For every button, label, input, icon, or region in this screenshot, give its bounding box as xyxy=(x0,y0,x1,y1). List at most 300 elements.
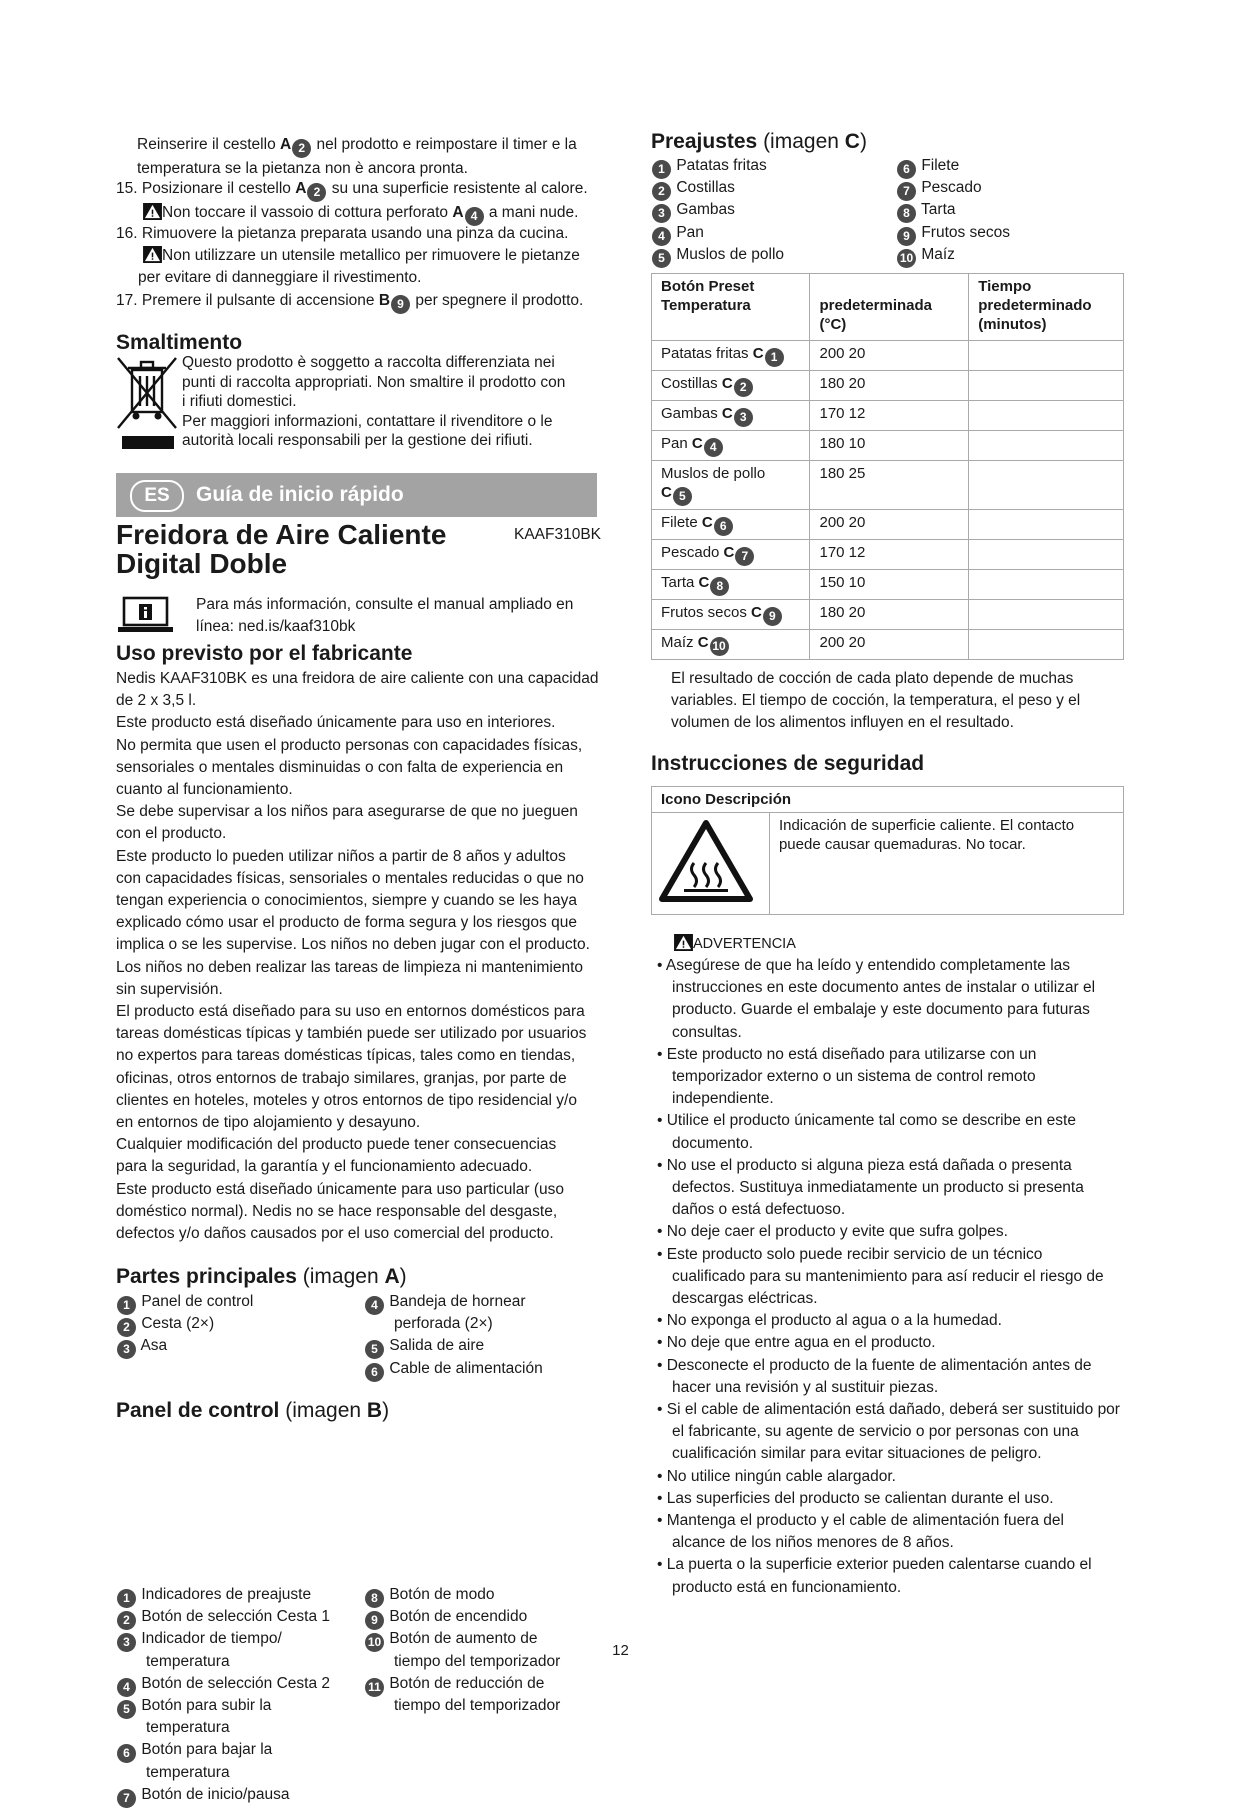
number-badge: 6 xyxy=(365,1363,384,1382)
preset-empty-cell xyxy=(969,461,1124,510)
bullet-text: No use el producto si alguna pieza está dañada o presenta xyxy=(666,1156,1072,1174)
bullet-dot: • xyxy=(657,1156,667,1174)
preset-empty-cell xyxy=(969,401,1124,431)
preset-letter: C xyxy=(723,544,735,561)
bullet-item xyxy=(651,1155,1131,1177)
preset-values: 180 20 xyxy=(810,371,969,401)
list-item-label: tiempo del temporizador xyxy=(394,1652,561,1670)
preset-letter: C xyxy=(752,345,764,362)
list-item xyxy=(116,1291,253,1315)
number-badge: 3 xyxy=(117,1340,136,1359)
preset-name-cell xyxy=(652,630,810,660)
preset-values: 180 20 xyxy=(810,600,969,630)
bullet-text: defectos. Sustituya inmediatamente un producto si presenta xyxy=(672,1179,1084,1197)
preset-name-cell xyxy=(652,600,810,630)
step-16: 16. Rimuovere la pietanza preparata usando una pinza da cucina. Non utilizzare un utensile metallico per rimuovere le pietanze per evitare di danneggiare il rivestimento. xyxy=(116,225,580,287)
uso-line: Nedis KAAF310BK es una freidora de aire caliente con una capacidad xyxy=(116,670,599,687)
bullet-text: Las superficies del producto se calientan durante el uso. xyxy=(666,1489,1054,1507)
list-item-label: Botón de selección Cesta 1 xyxy=(141,1608,331,1626)
preset-row xyxy=(652,341,1124,371)
list-item xyxy=(116,1695,271,1719)
bullet-item xyxy=(651,1332,1131,1354)
bullet-dot: • xyxy=(657,1312,667,1330)
list-item xyxy=(364,1313,493,1335)
bullet-text: No deje que entre agua en el producto. xyxy=(666,1334,936,1352)
uso-line: doméstico normal). Nedis no se hace responsable del desgaste, xyxy=(116,1202,558,1220)
list-item-label: Panel de control xyxy=(141,1293,254,1310)
list-item-label: Bandeja de hornear xyxy=(389,1293,526,1310)
preset-values: 150 10 xyxy=(810,570,969,600)
header-preset: Botón Preset xyxy=(661,278,755,295)
list-item xyxy=(116,1739,272,1763)
preset-name-cell xyxy=(652,341,810,371)
product-title: Freidora de Aire Caliente Digital Doble xyxy=(116,519,447,579)
preset-empty-cell xyxy=(969,371,1124,401)
number-badge: 10 xyxy=(897,249,916,268)
bullet-continuation xyxy=(651,1199,1131,1221)
list-item xyxy=(364,1291,525,1315)
bullet-dot: • xyxy=(657,1467,667,1485)
preset-table-header xyxy=(652,274,1124,341)
preset-name: Maíz xyxy=(661,634,694,651)
bullet-dot: • xyxy=(657,1512,667,1530)
laptop-info-icon xyxy=(118,596,173,634)
bullet-text: cualificado para su mantenimiento para así reducir el riesgo de xyxy=(672,1267,1104,1285)
list-item-label: Tarta xyxy=(921,201,956,219)
list-item-label: Botón de modo xyxy=(389,1586,495,1603)
preset-name: Muslos de pollo xyxy=(661,465,766,482)
language-code-badge: ES xyxy=(130,480,184,512)
partes-heading: Partes principales (imagen A) xyxy=(116,1265,407,1288)
number-badge: 10 xyxy=(710,637,729,656)
preset-values: 200 20 xyxy=(810,630,969,660)
bullet-text: Si el cable de alimentación está dañado, deberá ser sustituido por xyxy=(666,1401,1120,1419)
model-number: KAAF310BK xyxy=(514,526,602,543)
list-item-label: Botón de inicio/pausa xyxy=(141,1785,290,1803)
list-item xyxy=(364,1673,544,1697)
list-item xyxy=(116,1673,330,1697)
bullet-dot: • xyxy=(657,1245,667,1263)
uso-heading: Uso previsto por el fabricante xyxy=(116,642,413,665)
number-badge: 9 xyxy=(365,1611,384,1630)
list-item-label: Botón de aumento de xyxy=(389,1630,538,1648)
number-badge: 8 xyxy=(365,1589,384,1608)
header-temp-b: predeterminada xyxy=(819,297,933,314)
page-number: 12 xyxy=(612,1642,629,1659)
uso-line: No permita que usen el producto personas con capacidades físicas, xyxy=(116,736,583,754)
bullet-text: hacer una revisión y al sustituir piezas. xyxy=(672,1378,939,1396)
list-item xyxy=(116,1606,330,1630)
left-column xyxy=(116,0,602,1805)
header-time-b: predeterminado xyxy=(978,297,1092,314)
preset-letter: C xyxy=(661,484,672,501)
bullet-text: Mantenga el producto y el cable de alimentación fuera del xyxy=(666,1512,1064,1530)
language-banner xyxy=(116,473,597,517)
bullet-item xyxy=(651,1110,1131,1132)
panel-list xyxy=(116,1584,606,1814)
preset-row xyxy=(652,600,1124,630)
number-badge: 2 xyxy=(117,1318,136,1337)
bullet-item xyxy=(651,1488,1131,1510)
list-item-label: perforada (2×) xyxy=(394,1315,493,1333)
bullet-continuation xyxy=(651,1288,1131,1310)
list-item-label: tiempo del temporizador xyxy=(394,1697,561,1714)
preset-row xyxy=(652,371,1124,401)
list-item-label: temperatura xyxy=(146,1763,230,1781)
warning-icon xyxy=(143,246,162,263)
list-item-label: Muslos de pollo xyxy=(676,245,785,263)
list-item xyxy=(364,1584,494,1608)
bullet-text: daños o está defectuoso. xyxy=(672,1201,846,1219)
list-item xyxy=(116,1335,167,1359)
list-item-label: Botón de encendido xyxy=(389,1608,528,1626)
bullet-continuation xyxy=(651,1377,1131,1399)
number-badge: 4 xyxy=(652,227,671,246)
panel-heading: Panel de control (imagen B) xyxy=(116,1399,390,1422)
bullet-continuation xyxy=(651,1443,1131,1465)
preset-name: Costillas xyxy=(661,375,718,392)
uso-line: Este producto lo pueden utilizar niños a partir de 8 años y adultos xyxy=(116,847,566,865)
list-item-label: Botón de selección Cesta 2 xyxy=(141,1674,331,1692)
preset-row xyxy=(652,540,1124,570)
number-badge: 5 xyxy=(673,487,692,506)
bullet-text: temporizador externo o un sistema de control remoto xyxy=(672,1068,1036,1086)
preset-name: Gambas xyxy=(661,405,718,422)
right-column xyxy=(651,0,1131,1596)
bullet-continuation xyxy=(651,1577,1131,1599)
uso-line: con el producto. xyxy=(116,825,227,843)
partes-list xyxy=(116,1291,606,1451)
number-badge: 8 xyxy=(897,204,916,223)
preset-row xyxy=(652,431,1124,461)
list-item xyxy=(364,1335,484,1359)
number-badge: 5 xyxy=(652,249,671,268)
list-item-label: Indicador de tiempo/ xyxy=(141,1630,282,1648)
icon-cell xyxy=(652,813,770,915)
header-time-c: (minutos) xyxy=(978,316,1047,333)
list-item-label: Botón para subir la xyxy=(141,1697,272,1714)
uso-line: oficinas, otros entornos de trabajo similares, granjas, por parte de xyxy=(116,1069,567,1087)
bullet-item xyxy=(651,1355,1131,1377)
preset-values: 180 25 xyxy=(810,461,969,510)
bullet-item xyxy=(651,1310,1131,1332)
number-badge: 6 xyxy=(117,1744,136,1763)
list-item xyxy=(896,155,959,179)
bullet-item xyxy=(651,1554,1131,1576)
bullet-dot: • xyxy=(657,1112,667,1130)
list-item-label: Pescado xyxy=(921,179,982,197)
number-badge: 6 xyxy=(897,160,916,179)
bullet-continuation xyxy=(651,1421,1131,1443)
preset-name: Pan xyxy=(661,435,688,452)
number-badge: 9 xyxy=(763,607,782,626)
list-item-label: Salida de aire xyxy=(389,1337,485,1355)
uso-line: Este producto está diseñado únicamente para uso particular (uso xyxy=(116,1180,565,1198)
bullet-text: producto. Guarde el embalaje y este documento para futuras xyxy=(672,1001,1090,1019)
list-item xyxy=(116,1762,230,1784)
uso-line: para la seguridad, la garantía y el funcionamiento adecuado. xyxy=(116,1158,533,1176)
list-item-label: Indicadores de preajuste xyxy=(141,1586,312,1603)
list-item-label: Costillas xyxy=(676,179,735,197)
uso-line: tareas domésticas típicas y también puede ser utilizado por usuarios xyxy=(116,1025,587,1043)
bullet-text: el fabricante, su agente de servicio o por personas con una xyxy=(672,1423,1079,1441)
number-badge: 2 xyxy=(734,378,753,397)
step-15: 15. Posizionare il cestello A 2 su una superficie resistente al calore. Non toccare il vassoio di cottura perforato A 4 a mani nude. xyxy=(116,178,606,226)
more-info-text: Para más información, consulte el manual ampliado en línea: ned.is/kaaf310bk xyxy=(196,596,574,636)
list-item xyxy=(364,1695,560,1717)
preset-empty-cell xyxy=(969,600,1124,630)
preset-letter: C xyxy=(751,604,762,621)
bullet-text: documento. xyxy=(672,1134,753,1152)
bullet-item xyxy=(651,1510,1131,1532)
preset-letter: C xyxy=(701,514,713,531)
banner-title: Guía de inicio rápido xyxy=(196,483,404,506)
bullet-text: No deje caer el producto y evite que sufra golpes. xyxy=(666,1223,1008,1241)
list-item xyxy=(651,244,784,268)
bullet-continuation xyxy=(651,1088,1131,1110)
number-badge: 7 xyxy=(735,547,754,566)
preset-empty-cell xyxy=(969,341,1124,371)
bullet-continuation xyxy=(651,1022,1131,1044)
bullet-continuation xyxy=(651,999,1131,1021)
number-badge: 10 xyxy=(365,1633,384,1652)
preset-row xyxy=(652,630,1124,660)
uso-line: de 2 x 3,5 l. xyxy=(116,692,197,710)
preset-values: 180 10 xyxy=(810,431,969,461)
bullet-item xyxy=(651,1044,1131,1066)
number-badge: 1 xyxy=(652,160,671,179)
preset-name: Tarta xyxy=(661,574,695,591)
preset-letter: C xyxy=(697,634,709,651)
preset-name: Filete xyxy=(661,514,698,531)
list-item-label: Frutos secos xyxy=(921,223,1011,241)
list-item-label: Cable de alimentación xyxy=(389,1359,543,1377)
warning-icon xyxy=(674,934,693,951)
smaltimento-text: Questo prodotto è soggetto a raccolta differenziata nei punti di raccolta appropriati. Non smaltire il prodotto con i rifiuti domestici. Per maggiori informazioni, contattare il rivenditore o le autorità locali responsabili per la gestione dei rifiuti. xyxy=(182,354,566,449)
bullet-dot: • xyxy=(657,1045,667,1063)
bullet-continuation xyxy=(651,1532,1131,1554)
number-badge: 1 xyxy=(765,348,784,367)
list-item xyxy=(116,1584,311,1608)
list-item-label: Botón para bajar la xyxy=(141,1741,273,1759)
preset-letter: C xyxy=(691,435,703,452)
list-item xyxy=(116,1717,230,1739)
wheelie-bin-crossed-icon xyxy=(116,356,178,451)
uso-line: implica o se les supervise. Los niños no deben jugar con el producto. xyxy=(116,936,590,954)
preset-name-cell xyxy=(652,401,810,431)
list-item xyxy=(896,244,955,268)
number-badge: 3 xyxy=(652,204,671,223)
icon-description: Indicación de superficie caliente. El contacto puede causar quemaduras. No tocar. xyxy=(769,813,1123,915)
preset-empty-cell xyxy=(969,510,1124,540)
header-temp-a: Temperatura xyxy=(661,297,751,314)
bullet-text: No utilice ningún cable alargador. xyxy=(666,1467,896,1485)
preset-name: Patatas fritas xyxy=(661,345,749,362)
number-badge: 4 xyxy=(365,1296,384,1315)
bullet-text: Asegúrese de que ha leído y entendido completamente las xyxy=(665,957,1071,974)
number-badge: 5 xyxy=(365,1340,384,1359)
list-item xyxy=(896,199,956,223)
icon-table-header: Icono Descripción xyxy=(652,787,1124,813)
preset-values: 170 12 xyxy=(810,540,969,570)
list-item xyxy=(116,1784,290,1808)
list-item-label: Asa xyxy=(140,1337,168,1355)
bullet-text: Este producto solo puede recibir servicio de un técnico xyxy=(666,1245,1043,1263)
uso-line: cuanto al funcionamiento. xyxy=(116,781,293,799)
uso-line: con capacidades físicas, sensoriales o mentales reducidas o que no xyxy=(116,869,584,887)
list-item-label: Maíz xyxy=(921,245,955,263)
list-item-label: temperatura xyxy=(146,1719,230,1737)
list-item xyxy=(364,1358,543,1382)
preset-name-cell xyxy=(652,461,810,510)
preset-name-cell xyxy=(652,570,810,600)
bullet-dot: • xyxy=(657,1401,667,1419)
number-badge: 11 xyxy=(365,1678,384,1697)
preset-values: 200 20 xyxy=(810,510,969,540)
bullet-item xyxy=(651,1466,1131,1488)
bullet-dot: • xyxy=(657,1556,667,1574)
preset-row xyxy=(652,570,1124,600)
list-item xyxy=(651,177,735,201)
preset-letter: C xyxy=(721,375,733,392)
bullet-item xyxy=(651,1399,1131,1421)
number-badge: 4 xyxy=(704,438,723,457)
preset-row xyxy=(652,401,1124,431)
bullet-item xyxy=(651,955,1131,977)
list-item-label: Pan xyxy=(676,223,704,241)
bullet-text: No exponga el producto al agua o a la humedad. xyxy=(666,1312,1002,1330)
preset-name-cell xyxy=(652,431,810,461)
uso-line: clientes en hoteles, moteles y otros entornos de tipo residencial y/o xyxy=(116,1091,577,1109)
bullet-text: consultas. xyxy=(672,1023,742,1041)
warning-label: ADVERTENCIA xyxy=(674,933,796,955)
uso-line: Este producto está diseñado únicamente para uso en interiores. xyxy=(116,714,556,732)
bullet-text: Utilice el producto únicamente tal como se describe en este xyxy=(666,1112,1076,1130)
bullet-text: Desconecte el producto de la fuente de alimentación antes de xyxy=(666,1356,1092,1374)
preset-row xyxy=(652,510,1124,540)
list-item xyxy=(896,222,1010,246)
bullet-dot: • xyxy=(657,1489,667,1507)
preset-table xyxy=(651,273,1124,660)
bullet-continuation xyxy=(651,1066,1131,1088)
preset-empty-cell xyxy=(969,431,1124,461)
uso-line: explicado cómo usar el producto de forma segura y los riesgos que xyxy=(116,914,577,932)
preset-letter: C xyxy=(721,405,733,422)
bullet-text: instrucciones en este documento antes de instalar o utilizar el xyxy=(672,979,1096,997)
uso-line: El producto está diseñado para su uso en entornos domésticos para xyxy=(116,1003,585,1021)
list-item-label: Patatas fritas xyxy=(676,157,767,174)
list-item xyxy=(896,177,982,201)
preajustes-heading: Preajustes (imagen C) xyxy=(651,130,867,153)
bullet-continuation xyxy=(651,1133,1131,1155)
bullet-text: La puerta o la superficie exterior pueden calentarse cuando el xyxy=(666,1556,1092,1574)
cooking-note: El resultado de cocción de cada plato depende de muchas variables. El tiempo de cocción, la temperatura, el peso y el volumen de los alimentos influyen en el resultado. xyxy=(671,670,1081,732)
bullet-continuation xyxy=(651,1266,1131,1288)
list-item-label: temperatura xyxy=(146,1652,230,1670)
list-item-label: Cesta (2×) xyxy=(141,1315,215,1333)
uso-line: Los niños no deben realizar las tareas de limpieza ni mantenimiento xyxy=(116,958,583,976)
bullet-item xyxy=(651,1244,1131,1266)
preset-name: Frutos secos xyxy=(661,604,747,621)
warning-icon xyxy=(143,203,162,220)
uso-line: Se debe supervisar a los niños para asegurarse de que no jueguen xyxy=(116,803,578,821)
preset-empty-cell xyxy=(969,570,1124,600)
preset-name-cell xyxy=(652,510,810,540)
uso-line: defectos y/o daños causados por el uso comercial del producto. xyxy=(116,1225,554,1243)
preset-empty-cell xyxy=(969,540,1124,570)
uso-line: tengan experiencia o conocimientos, siempre y cuando se les haya xyxy=(116,892,577,910)
number-badge: 7 xyxy=(117,1789,136,1808)
bullet-dot: • xyxy=(657,1334,667,1352)
number-badge: 4 xyxy=(117,1678,136,1697)
preset-name: Pescado xyxy=(661,544,720,561)
step-14-continuation: Reinserire il cestello A 2 nel prodotto e reimpostare il timer e la temperatura se la pietanza non è ancora pronta. xyxy=(137,136,577,177)
preset-letter: C xyxy=(698,574,710,591)
bullet-text: descargas eléctricas. xyxy=(672,1290,818,1308)
uso-line: no expertos para tareas domésticas típicas, tales como en tiendas, xyxy=(116,1047,576,1065)
bullet-dot: • xyxy=(657,957,666,974)
bullet-text: independiente. xyxy=(672,1090,774,1108)
safety-bullets xyxy=(651,955,1131,1599)
header-time-a: Tiempo xyxy=(978,278,1032,295)
list-item-label: Filete xyxy=(921,157,960,174)
list-item xyxy=(364,1606,527,1630)
number-badge: 3 xyxy=(734,408,753,427)
preset-empty-cell xyxy=(969,630,1124,660)
preset-name-cell xyxy=(652,540,810,570)
hot-surface-icon xyxy=(658,819,754,903)
bullet-text: producto está en funcionamiento. xyxy=(672,1578,902,1596)
number-badge: 9 xyxy=(897,227,916,246)
number-badge: 5 xyxy=(117,1700,136,1719)
number-badge: 2 xyxy=(652,182,671,201)
bullet-dot: • xyxy=(657,1356,667,1374)
header-temp-c: (°C) xyxy=(819,316,847,333)
list-item xyxy=(116,1313,214,1337)
uso-line: en entornos de tipo alojamiento y desayuno. xyxy=(116,1114,421,1132)
uso-body xyxy=(116,668,606,1245)
preset-row xyxy=(652,461,1124,510)
number-badge: 3 xyxy=(117,1633,136,1652)
preajustes-list xyxy=(651,155,1131,270)
preset-name-cell xyxy=(652,371,810,401)
number-badge: 2 xyxy=(117,1611,136,1630)
bullet-text: Este producto no está diseñado para utilizarse con un xyxy=(666,1045,1037,1063)
preset-values: 170 12 xyxy=(810,401,969,431)
number-badge: 7 xyxy=(897,182,916,201)
number-badge: 1 xyxy=(117,1296,136,1315)
bullet-continuation xyxy=(651,1177,1131,1199)
uso-line: sensoriales o mentales disminuidas o con falta de experiencia en xyxy=(116,758,564,776)
list-item xyxy=(651,199,735,223)
number-badge: 6 xyxy=(714,517,733,536)
number-badge: 8 xyxy=(710,577,729,596)
smaltimento-heading: Smaltimento xyxy=(116,331,243,354)
bullet-item xyxy=(651,1221,1131,1243)
uso-line: sin supervisión. xyxy=(116,980,223,998)
icon-table xyxy=(651,786,1124,915)
list-item-label: Botón de reducción de xyxy=(389,1674,545,1692)
seguridad-heading: Instrucciones de seguridad xyxy=(651,752,925,775)
uso-line: Cualquier modificación del producto puede tener consecuencias xyxy=(116,1136,557,1154)
bullet-text: alcance de los niños menores de 8 años. xyxy=(672,1534,954,1552)
bullet-dot: • xyxy=(657,1223,667,1241)
list-item xyxy=(651,155,767,179)
step-17: 17. Premere il pulsante di accensione B 9 per spegnere il prodotto. xyxy=(116,290,606,314)
number-badge: 1 xyxy=(117,1589,136,1608)
bullet-continuation xyxy=(651,977,1131,999)
list-item-label: Gambas xyxy=(676,201,735,219)
